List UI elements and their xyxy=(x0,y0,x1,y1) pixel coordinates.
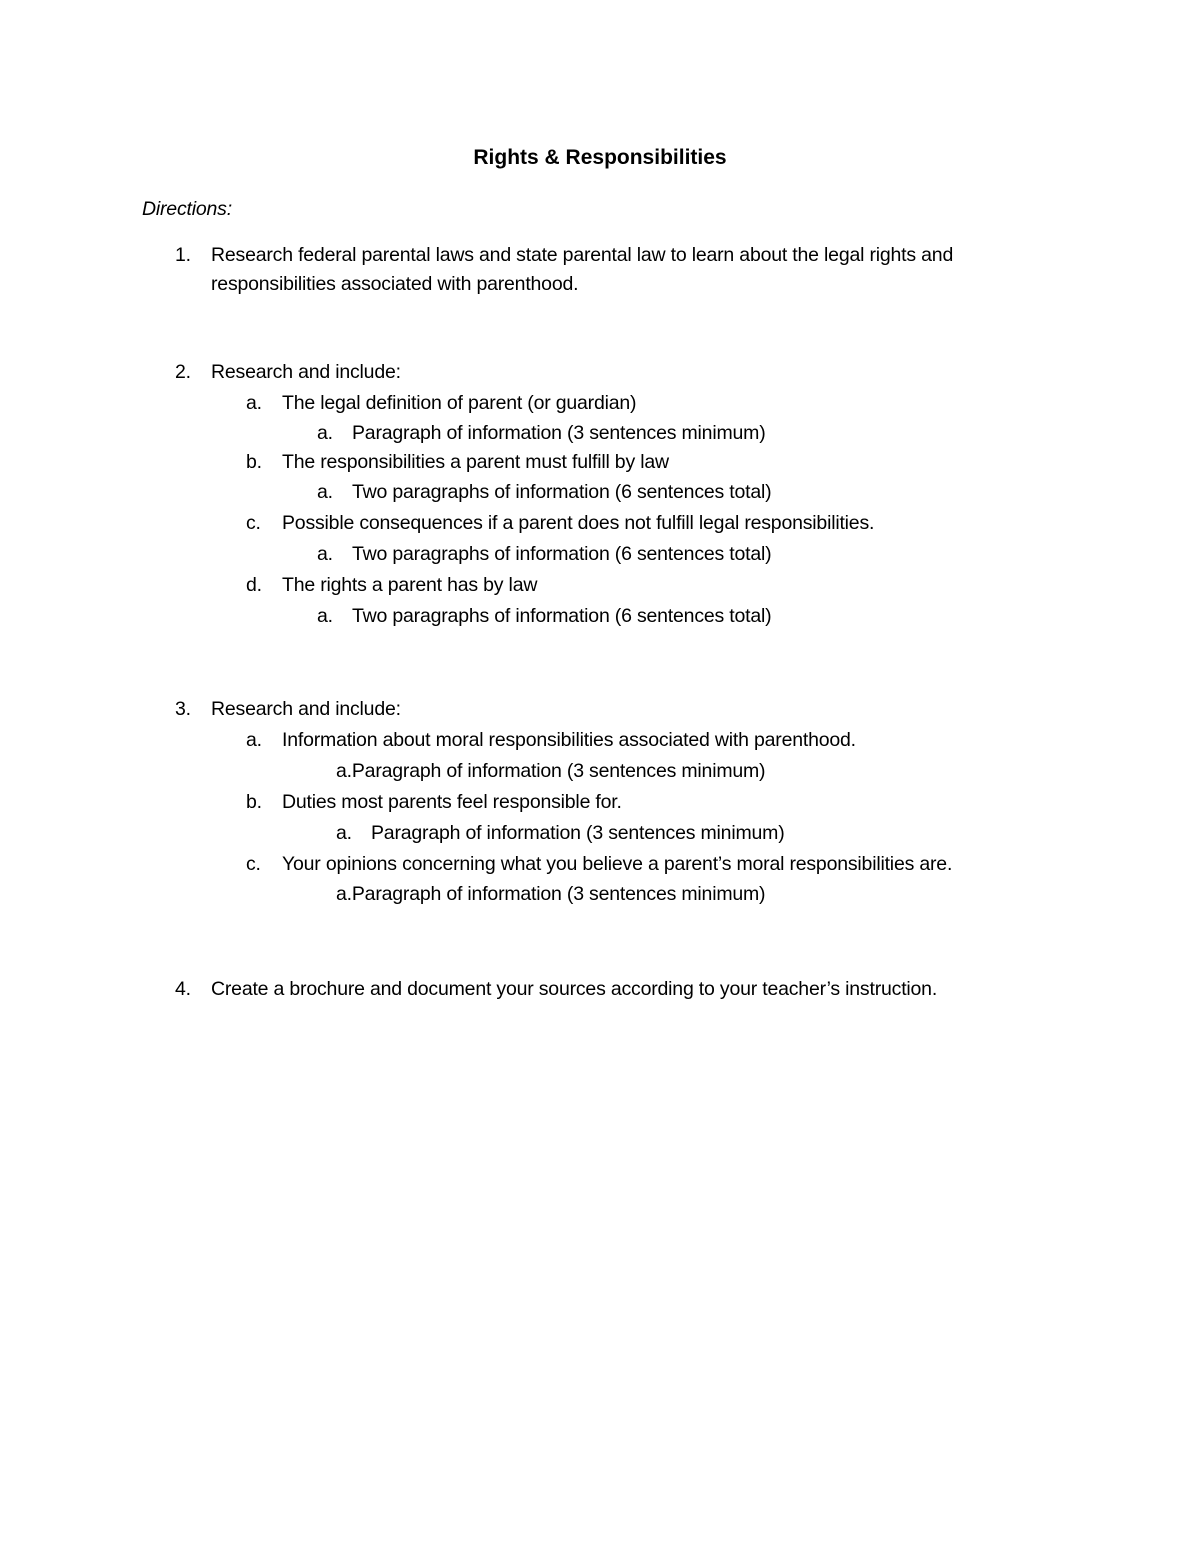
item-2c-sub-marker: a. xyxy=(317,543,333,565)
item-2a-sub-marker: a. xyxy=(317,422,333,444)
item-3a-marker: a. xyxy=(246,729,262,751)
item-3-marker: 3. xyxy=(175,698,191,720)
item-4-marker: 4. xyxy=(175,978,191,1000)
item-2d-sub-marker: a. xyxy=(317,605,333,627)
item-1-text-line-1: Research federal parental laws and state parental law to learn about the legal rights and xyxy=(211,244,954,266)
item-2-text: Research and include: xyxy=(211,361,401,383)
item-3b-marker: b. xyxy=(246,791,262,813)
item-2d-text: The rights a parent has by law xyxy=(282,574,538,596)
item-3b-sub-text: Paragraph of information (3 sentences minimum) xyxy=(371,822,785,844)
item-3a-text: Information about moral responsibilities associated with parenthood. xyxy=(282,729,856,751)
item-2b-text: The responsibilities a parent must fulfill by law xyxy=(282,451,669,473)
item-3b-text: Duties most parents feel responsible for. xyxy=(282,791,622,813)
item-4-text: Create a brochure and document your sources according to your teacher’s instruction. xyxy=(211,978,938,1000)
item-2b-sub-text: Two paragraphs of information (6 sentences total) xyxy=(352,481,772,503)
item-2d-marker: d. xyxy=(246,574,262,596)
item-3c-text: Your opinions concerning what you believe a parent’s moral responsibilities are. xyxy=(282,853,953,875)
item-3c-marker: c. xyxy=(246,853,261,875)
item-2c-marker: c. xyxy=(246,512,261,534)
item-2a-marker: a. xyxy=(246,392,262,414)
item-2-marker: 2. xyxy=(175,361,191,383)
item-3-text: Research and include: xyxy=(211,698,401,720)
item-2c-sub-text: Two paragraphs of information (6 sentences total) xyxy=(352,543,772,565)
page-title: Rights & Responsibilities xyxy=(473,146,727,169)
item-2a-sub-text: Paragraph of information (3 sentences minimum) xyxy=(352,422,766,444)
item-2b-sub-marker: a. xyxy=(317,481,333,503)
item-1-text-line-2: responsibilities associated with parenthood. xyxy=(211,273,579,295)
directions-label: Directions: xyxy=(142,198,232,220)
item-3c-sub-text: a.Paragraph of information (3 sentences minimum) xyxy=(336,883,766,905)
item-2a-text: The legal definition of parent (or guardian) xyxy=(282,392,637,414)
item-3a-sub-text: a.Paragraph of information (3 sentences minimum) xyxy=(336,760,766,782)
item-1-marker: 1. xyxy=(175,244,191,266)
item-3b-sub-marker: a. xyxy=(336,822,352,844)
item-2c-text: Possible consequences if a parent does not fulfill legal responsibilities. xyxy=(282,512,875,534)
item-2d-sub-text: Two paragraphs of information (6 sentences total) xyxy=(352,605,772,627)
item-2b-marker: b. xyxy=(246,451,262,473)
